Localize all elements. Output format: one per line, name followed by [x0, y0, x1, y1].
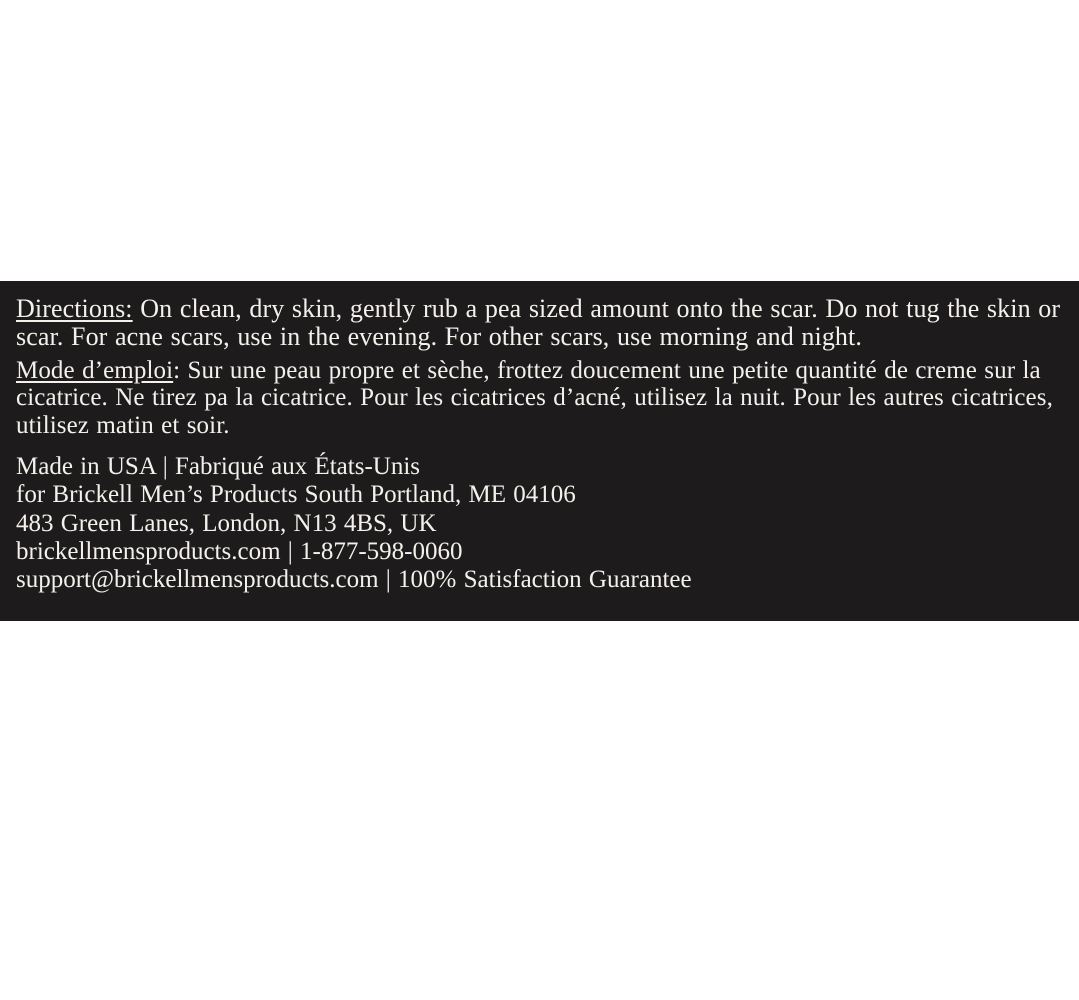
footer-address-block: [16, 453, 1063, 594]
footer-line-website-phone: brickellmensproducts.com | 1-877-598-0060: [16, 537, 463, 565]
mode-emploi-heading: Mode d’emploi: [16, 356, 174, 384]
footer-line-company: for Brickell Men’s Products South Portland, ME 04106: [16, 481, 576, 509]
footer-line-made-in: Made in USA | Fabriqué aux États-Unis: [16, 453, 421, 481]
directions-body: On clean, dry skin, gently rub a pea sized amount onto the scar. Do not tug the skin or scar. For acne scars, use in the evening. For other scars, use morning and night.: [16, 294, 1061, 351]
footer-line-uk-address: 483 Green Lanes, London, N13 4BS, UK: [16, 509, 437, 537]
mode-emploi-paragraph: [16, 357, 1063, 440]
label-panel: [0, 281, 1079, 621]
directions-heading: Directions:: [16, 294, 133, 323]
mode-emploi-body: : Sur une peau propre et sèche, frottez doucement une petite quantité de creme sur la cicatrice. Ne tirez pa la cicatrice. Pour les cicatrices d’acné, utilisez la nuit. Pour les autres cicatrices, utilisez matin et soir.: [16, 356, 1053, 439]
directions-paragraph: [16, 295, 1063, 351]
footer-line-email-guarantee: support@brickellmensproducts.com | 100% Satisfaction Guarantee: [16, 566, 692, 594]
